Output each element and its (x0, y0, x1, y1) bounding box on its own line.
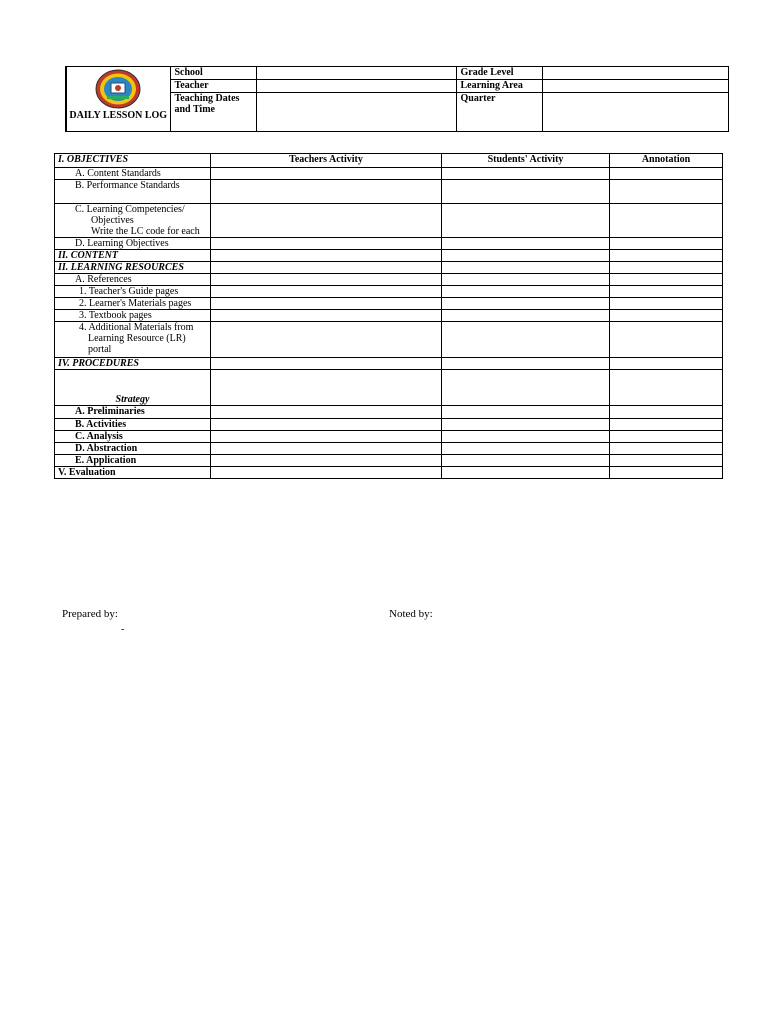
cell[interactable] (610, 310, 723, 322)
header-table (65, 66, 729, 132)
cell[interactable] (442, 204, 610, 238)
teachers-activity-heading: Teachers Activity (211, 154, 442, 168)
references-label: A. References (55, 274, 211, 286)
cell[interactable] (610, 419, 723, 431)
school-field[interactable] (256, 67, 456, 80)
learning-competencies-cell (55, 204, 211, 238)
cell[interactable] (442, 310, 610, 322)
learners-materials-label: 2. Learner's Materials pages (55, 298, 211, 310)
teaching-dates-label: Teaching Dates and Time (170, 93, 256, 132)
application-label: E. Application (55, 455, 211, 467)
cell[interactable] (610, 431, 723, 443)
cell[interactable] (211, 467, 442, 479)
signature-dash: - (121, 624, 125, 635)
cell[interactable] (211, 406, 442, 419)
analysis-label: C. Analysis (55, 431, 211, 443)
cell[interactable] (442, 250, 610, 262)
cell[interactable] (211, 322, 442, 358)
cell[interactable] (610, 250, 723, 262)
cell[interactable] (442, 406, 610, 419)
cell[interactable] (211, 204, 442, 238)
cell[interactable] (211, 370, 442, 406)
grade-level-label: Grade Level (456, 67, 542, 80)
cell[interactable] (610, 467, 723, 479)
school-label: School (170, 67, 256, 80)
students-activity-heading: Students' Activity (442, 154, 610, 168)
cell[interactable] (610, 238, 723, 250)
noted-by-label: Noted by: (389, 608, 433, 620)
teacher-field[interactable] (256, 80, 456, 93)
cell[interactable] (211, 431, 442, 443)
cell[interactable] (211, 274, 442, 286)
cell[interactable] (442, 238, 610, 250)
teaching-dates-field[interactable] (256, 93, 456, 132)
cell[interactable] (610, 274, 723, 286)
cell[interactable] (211, 238, 442, 250)
abstraction-label: D. Abstraction (55, 443, 211, 455)
activities-label: B. Activities (55, 419, 211, 431)
strategy-label: Strategy (55, 370, 211, 406)
cell[interactable] (211, 286, 442, 298)
cell[interactable] (211, 168, 442, 180)
performance-standards-label: B. Performance Standards (55, 180, 211, 204)
cell[interactable] (442, 455, 610, 467)
procedures-heading: IV. PROCEDURES (55, 358, 211, 370)
cell[interactable] (211, 180, 442, 204)
cell[interactable] (442, 274, 610, 286)
cell[interactable] (610, 322, 723, 358)
learning-resources-heading: II. LEARNING RESOURCES (55, 262, 211, 274)
cell[interactable] (610, 443, 723, 455)
quarter-label: Quarter (456, 93, 542, 132)
content-heading: II. CONTENT (55, 250, 211, 262)
cell[interactable] (211, 443, 442, 455)
cell[interactable] (610, 455, 723, 467)
cell[interactable] (610, 298, 723, 310)
cell[interactable] (442, 298, 610, 310)
cell[interactable] (211, 358, 442, 370)
lc-code-note: Write the LC code for each (91, 226, 200, 237)
cell[interactable] (610, 370, 723, 406)
cell[interactable] (442, 431, 610, 443)
learning-competencies-label: C. Learning Competencies/ Objectives (75, 204, 185, 226)
teacher-label: Teacher (170, 80, 256, 93)
daily-lesson-log-title: DAILY LESSON LOG (69, 110, 168, 121)
cell[interactable] (211, 310, 442, 322)
lesson-table (54, 153, 723, 479)
cell[interactable] (211, 419, 442, 431)
cell[interactable] (211, 298, 442, 310)
grade-level-field[interactable] (542, 67, 728, 80)
cell[interactable] (442, 467, 610, 479)
cell[interactable] (442, 419, 610, 431)
cell[interactable] (442, 370, 610, 406)
cell[interactable] (610, 262, 723, 274)
objectives-heading: I. OBJECTIVES (55, 154, 211, 168)
cell[interactable] (610, 358, 723, 370)
textbook-label: 3. Textbook pages (55, 310, 211, 322)
additional-materials-label: 4. Additional Materials from Learning Resource (LR) portal (79, 322, 194, 355)
cell[interactable] (610, 204, 723, 238)
cell[interactable] (442, 168, 610, 180)
additional-materials-cell (55, 322, 211, 358)
cell[interactable] (442, 358, 610, 370)
cell[interactable] (610, 286, 723, 298)
cell[interactable] (211, 455, 442, 467)
cell[interactable] (610, 168, 723, 180)
cell[interactable] (211, 250, 442, 262)
teachers-guide-label: 1. Teacher's Guide pages (55, 286, 211, 298)
quarter-field[interactable] (542, 93, 728, 132)
cell[interactable] (442, 286, 610, 298)
content-standards-label: A. Content Standards (55, 168, 211, 180)
deped-seal-logo (95, 69, 141, 109)
cell[interactable] (610, 406, 723, 419)
logo-cell (66, 67, 170, 132)
cell[interactable] (442, 262, 610, 274)
learning-area-label: Learning Area (456, 80, 542, 93)
preliminaries-label: A. Preliminaries (55, 406, 211, 419)
annotation-heading: Annotation (610, 154, 723, 168)
prepared-by-label: Prepared by: (62, 608, 118, 620)
cell[interactable] (211, 262, 442, 274)
cell[interactable] (442, 180, 610, 204)
cell[interactable] (442, 322, 610, 358)
cell[interactable] (442, 443, 610, 455)
learning-objectives-label: D. Learning Objectives (55, 238, 211, 250)
learning-area-field[interactable] (542, 80, 728, 93)
cell[interactable] (610, 180, 723, 204)
evaluation-heading: V. Evaluation (55, 467, 211, 479)
